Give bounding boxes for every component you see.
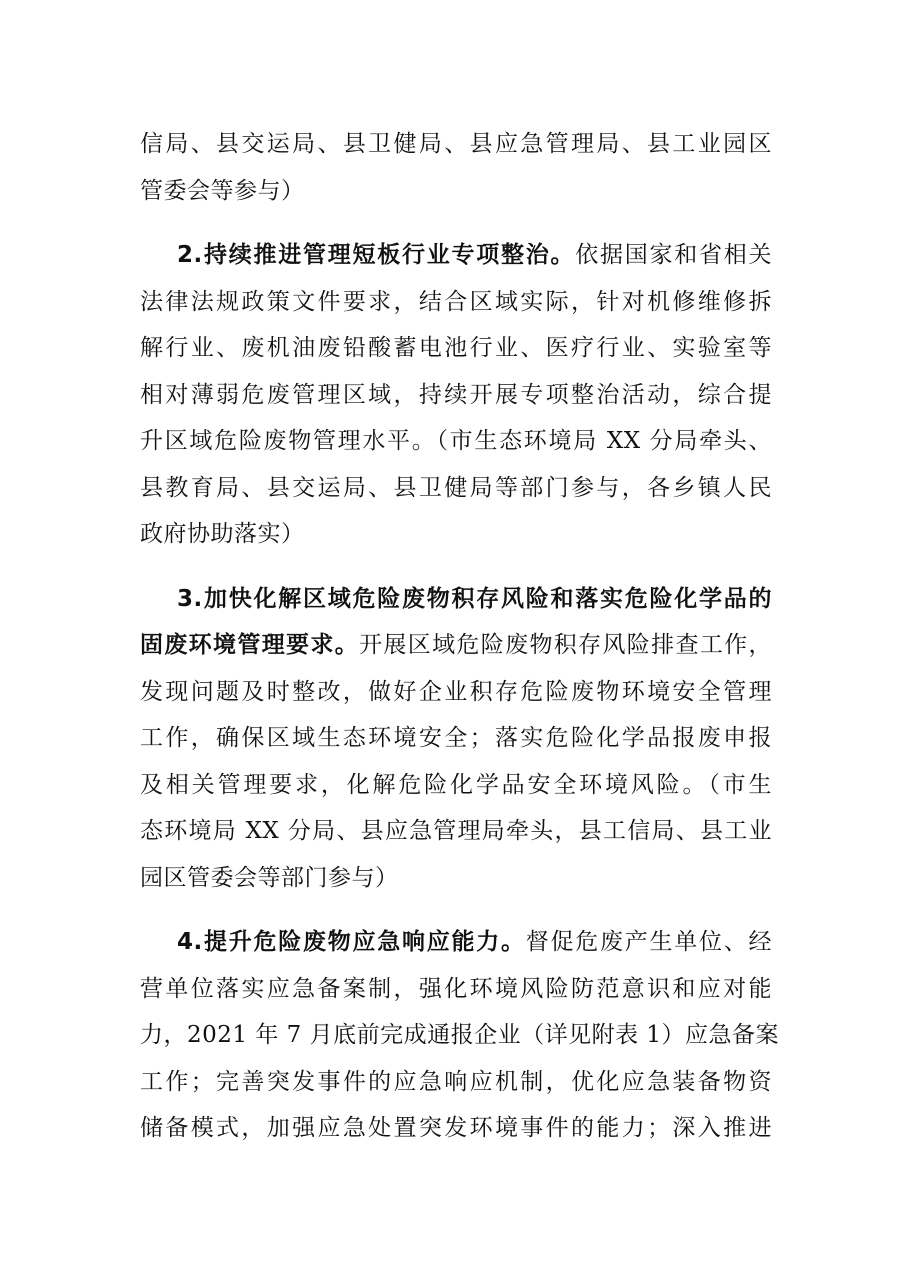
paragraph-line: 县教育局、县交运局、县卫健局等部门参与，各乡镇人民 — [140, 474, 772, 501]
paragraph-line: 解行业、废机油废铅酸蓄电池行业、医疗行业、实验室等 — [140, 335, 772, 361]
paragraph-line: 储备模式，加强应急处置突发环境事件的能力；深入推进 — [140, 1115, 772, 1141]
paragraph-line: 工作，确保区域生态环境安全；落实危险化学品报废申报 — [140, 725, 772, 751]
document-body — [140, 121, 780, 1152]
paragraph-line: 法律法规政策文件要求，结合区域实际，针对机修维修拆 — [140, 288, 772, 315]
section-4-text: 督促危废产生单位、经 — [525, 929, 772, 955]
section-2-first-line — [140, 232, 772, 279]
section-2-text: 依据国家和省相关 — [575, 242, 772, 268]
section-3-first-line — [140, 576, 772, 623]
paragraph-line: 发现问题及时整改，做好企业积存危险废物环境安全管理 — [140, 678, 772, 705]
section-3-second-line — [140, 622, 772, 669]
paragraph-line: 态环境局 XX 分局、县应急管理局牵头，县工信局、县工业 — [140, 818, 772, 844]
paragraph-line: 及相关管理要求，化解危险化学品安全环境风险。（市生 — [140, 771, 772, 798]
paragraph-line: 营单位落实应急备案制，强化环境风险防范意识和应对能 — [140, 975, 772, 1002]
section-4-heading: 4.提升危险废物应急响应能力。 — [177, 929, 526, 955]
paragraph-gap — [140, 901, 772, 919]
section-4-first-line — [140, 919, 772, 966]
paragraph-gap — [140, 214, 772, 232]
section-3-heading-cont: 固废环境管理要求。 — [140, 632, 360, 658]
paragraph-line: 管委会等参与） — [140, 177, 305, 204]
paragraph-line: 信局、县交运局、县卫健局、县应急管理局、县工业园区 — [140, 131, 772, 157]
paragraph-line: 园区管委会等部门参与） — [140, 864, 399, 891]
paragraph-line: 力，2021 年 7 月底前完成通报企业（详见附表 1）应急备案 — [140, 1022, 780, 1048]
paragraph-line: 相对薄弱危废管理区域，持续开展专项整治活动，综合提 — [140, 381, 772, 408]
paragraph-gap — [140, 558, 772, 576]
section-2-heading: 2.持续推进管理短板行业专项整治。 — [177, 242, 576, 268]
section-3-heading: 3.加快化解区域危险废物积存风险和落实危险化学品的 — [177, 585, 772, 612]
section-3-text: 开展区域危险废物积存风险排查工作， — [359, 632, 773, 658]
paragraph-line: 升区域危险废物管理水平。（市生态环境局 XX 分局牵头、 — [140, 428, 772, 454]
paragraph-line: 政府协助落实） — [140, 521, 305, 547]
paragraph-line: 工作；完善突发事件的应急响应机制，优化应急装备物资 — [140, 1068, 772, 1095]
